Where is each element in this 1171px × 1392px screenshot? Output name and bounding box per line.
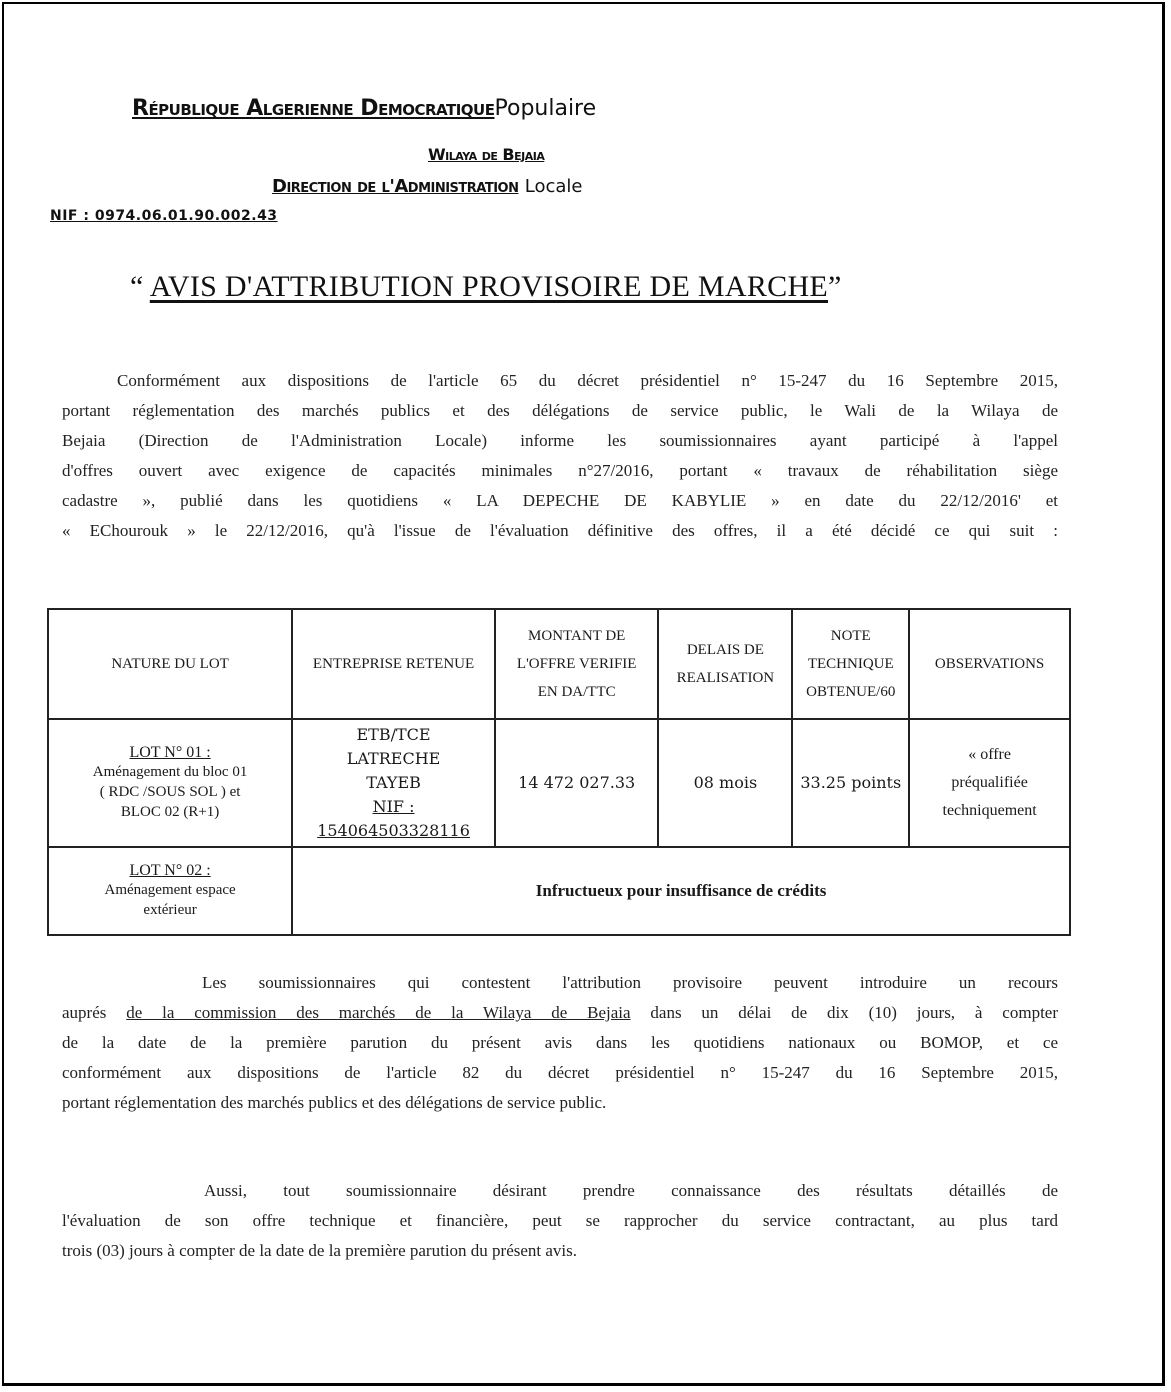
attribution-table [47,608,1071,936]
montant-cell: 14 472 027.33 [495,719,659,847]
lot-02-result: Infructueux pour insuffisance de crédits [292,847,1070,935]
note-cell: 33.25 points [792,719,909,847]
header-montant: MONTANT DE L'OFFRE VERIFIE EN DA/TTC [495,609,659,719]
table-row [48,719,1070,847]
table-row [48,847,1070,935]
entreprise-cell: ETB/TCE LATRECHE TAYEB NIF : 154064503328116 [292,719,495,847]
intro-paragraph: Conformément aux dispositions de l'article 65 du décret présidentiel n° 15-247 du 16 Septembre 2015, portant réglementation des marchés publics et des délégations de service public, le Wali de la Wilaya de Bejaia (Direction de l'Administration Locale) informe les soumissionnaires ayant participé à l'appel d'offres ouvert avec exigence de capacités minimales n°27/2016, portant « travaux de réhabilitation siège cadastre », publié dans les quotidiens « LA DEPECHE DE KABYLIE » en date du 22/12/2016' et « EChourouk » le 22/12/2016, qu'à l'issue de l'évaluation définitive des offres, il a été décidé ce qui suit : [62,371,1058,540]
header-wilaya: Wilaya de Bejaia [428,145,545,164]
header-note: NOTE TECHNIQUE OBTENUE/60 [792,609,909,719]
header-direction: Direction de l'Administration Locale [272,176,583,197]
header-entreprise: ENTREPRISE RETENUE [292,609,495,719]
commission-link-text: de la commission des marchés de la Wilaya de Bejaia [126,1003,631,1022]
table-header-row [48,609,1070,719]
aussi-paragraph: Aussi, tout soumissionnaire désirant prendre connaissance des résultats détaillés de l'évaluation de son offre technique et financière, peut se rapprocher du service contractant, au plus tard trois (03) jours à compter de la date de la première parution du présent avis. [62,1181,1058,1260]
observations-cell: « offre préqualifiée techniquement [909,719,1070,847]
delais-cell: 08 mois [658,719,792,847]
header-observations: OBSERVATIONS [909,609,1070,719]
header-delais: DELAIS DE REALISATION [658,609,792,719]
lot-02-cell: LOT N° 02 : Aménagement espace extérieur [48,847,292,935]
header-nature: NATURE DU LOT [48,609,292,719]
lot-01-cell: LOT N° 01 : Aménagement du bloc 01 ( RDC /SOUS SOL ) et BLOC 02 (R+1) [48,719,292,847]
header-republique: République Algerienne DemocratiquePopulaire [132,96,597,121]
recours-paragraph: Les soumissionnaires qui contestent l'attribution provisoire peuvent introduire un recours auprés de la commission des marchés de la Wilaya de Bejaia dans un délai de dix (10) jours, à compter de la date de la première parution du présent avis dans les quotidiens nationaux ou BOMOP, et ce conformément aux dispositions de l'article 82 du décret présidentiel n° 15-247 du 16 Septembre 2015, portant réglementation des marchés publics et des délégations de service public. [62,973,1059,1112]
document-title: “ AVIS D'ATTRIBUTION PROVISOIRE DE MARCHE” [130,270,842,303]
header-nif: NIF : 0974.06.01.90.002.43 [50,208,278,224]
